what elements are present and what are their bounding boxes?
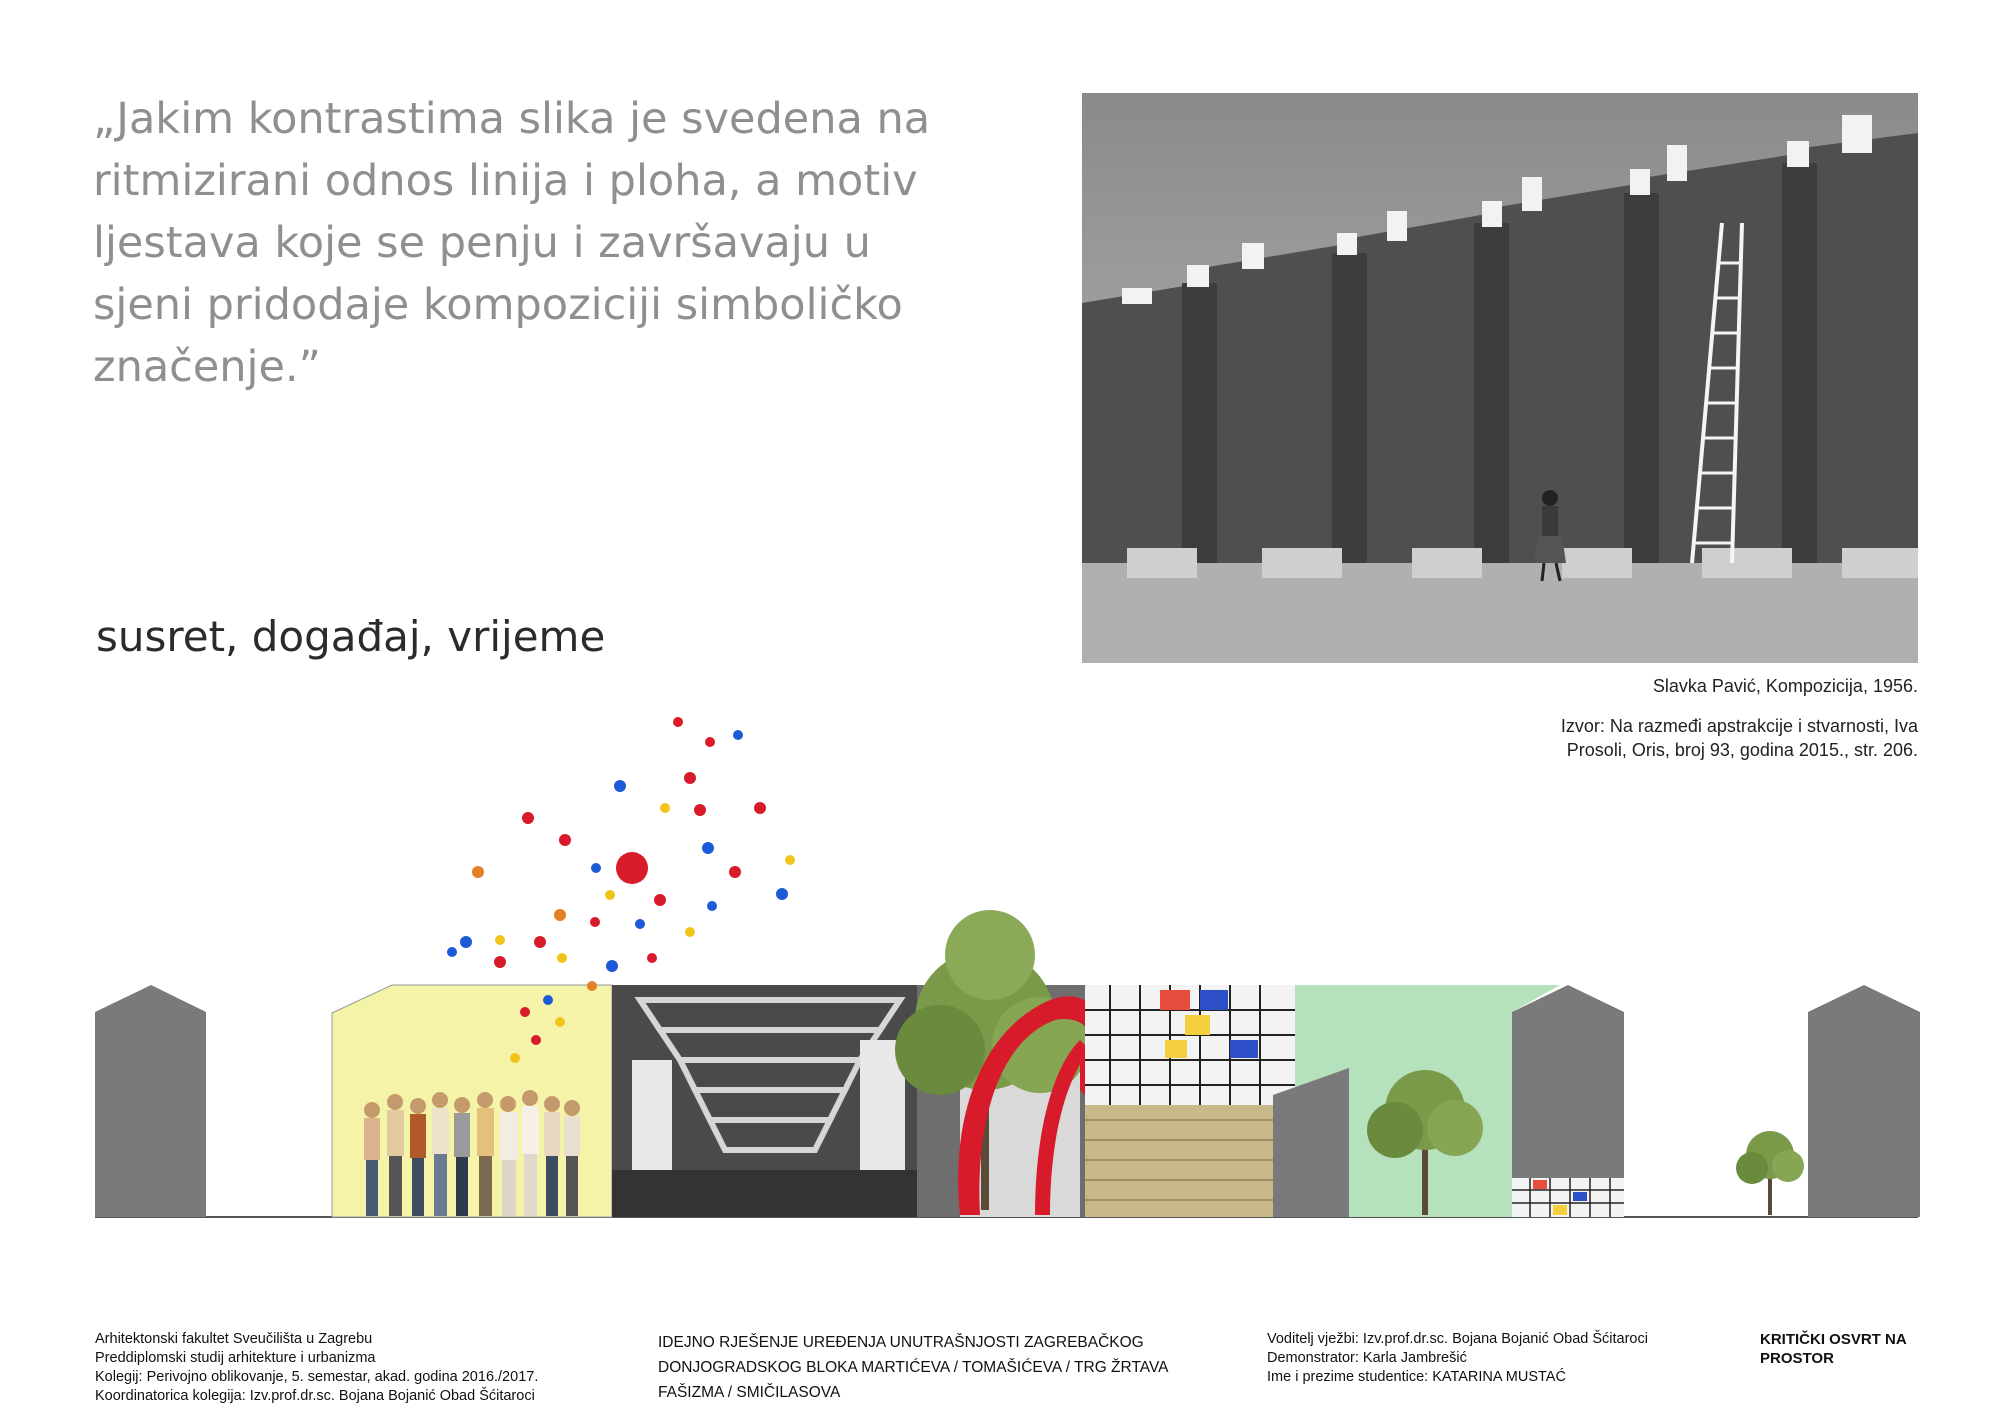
source-line: Prosoli, Oris, broj 93, godina 2015., str. 206. <box>1566 740 1918 760</box>
quote-line: sjeni pridodaje kompoziciji simboličko <box>93 280 903 330</box>
quote-line: „Jakim kontrastima slika je svedena na <box>93 94 931 144</box>
footer-line: Demonstrator: Karla Jambrešić <box>1267 1350 1467 1366</box>
footer-line: Preddiplomski studij arhitekture i urbanizma <box>95 1350 376 1366</box>
photo-illustration <box>1082 93 1918 663</box>
quote-line: značenje.” <box>93 342 321 392</box>
footer-line: Voditelj vježbi: Izv.prof.dr.sc. Bojana Bojanić Obad Šćitaroci <box>1267 1331 1648 1347</box>
footer-line: Ime i prezime studentice: KATARINA MUSTAĆ <box>1267 1369 1566 1385</box>
footer-line: Kolegij: Perivojno oblikovanje, 5. semestar, akad. godina 2016./2017. <box>95 1369 539 1385</box>
small-tree <box>1736 1131 1804 1215</box>
footer-line: IDEJNO RJEŠENJE UREĐENJA UNUTRAŠNJOSTI ZAGREBAČKOG <box>658 1334 1144 1351</box>
quote-line: ritmizirani odnos linija i ploha, a motiv <box>93 156 918 206</box>
footer-line: DONJOGRADSKOG BLOKA MARTIĆEVA / TOMAŠIĆEVA / TRG ŽRTAVA <box>658 1359 1169 1376</box>
footer-line: FAŠIZMA / SMIČILASOVA <box>658 1384 841 1401</box>
quote-line: ljestava koje se penju i završavaju u <box>93 218 871 268</box>
footer-line: KRITIČKI OSVRT NA <box>1760 1331 1907 1348</box>
footer-line: Arhitektonski fakultet Sveučilišta u Zagrebu <box>95 1331 373 1347</box>
section-collage <box>0 700 2000 1220</box>
reference-photo <box>1082 93 1918 663</box>
collage-illustration <box>0 700 2000 1220</box>
footer-people <box>1267 1330 1648 1387</box>
photo-caption: Slavka Pavić, Kompozicija, 1956. <box>1652 676 1918 696</box>
footer-line: PROSTOR <box>1760 1350 1834 1367</box>
section-subtitle: susret, događaj, vrijeme <box>96 612 606 661</box>
footer-project <box>658 1330 1168 1405</box>
quote-text <box>93 88 973 398</box>
right-house <box>1808 985 1920 1217</box>
left-house <box>95 985 206 1217</box>
source-line: Izvor: Na razmeđi apstrakcije i stvarnosti, Iva <box>1560 716 1918 736</box>
footer-line: Koordinatorica kolegija: Izv.prof.dr.sc. Bojana Bojanić Obad Šćitaroci <box>95 1388 535 1404</box>
footer-institution <box>95 1330 538 1406</box>
footer-section-title <box>1760 1330 1907 1368</box>
